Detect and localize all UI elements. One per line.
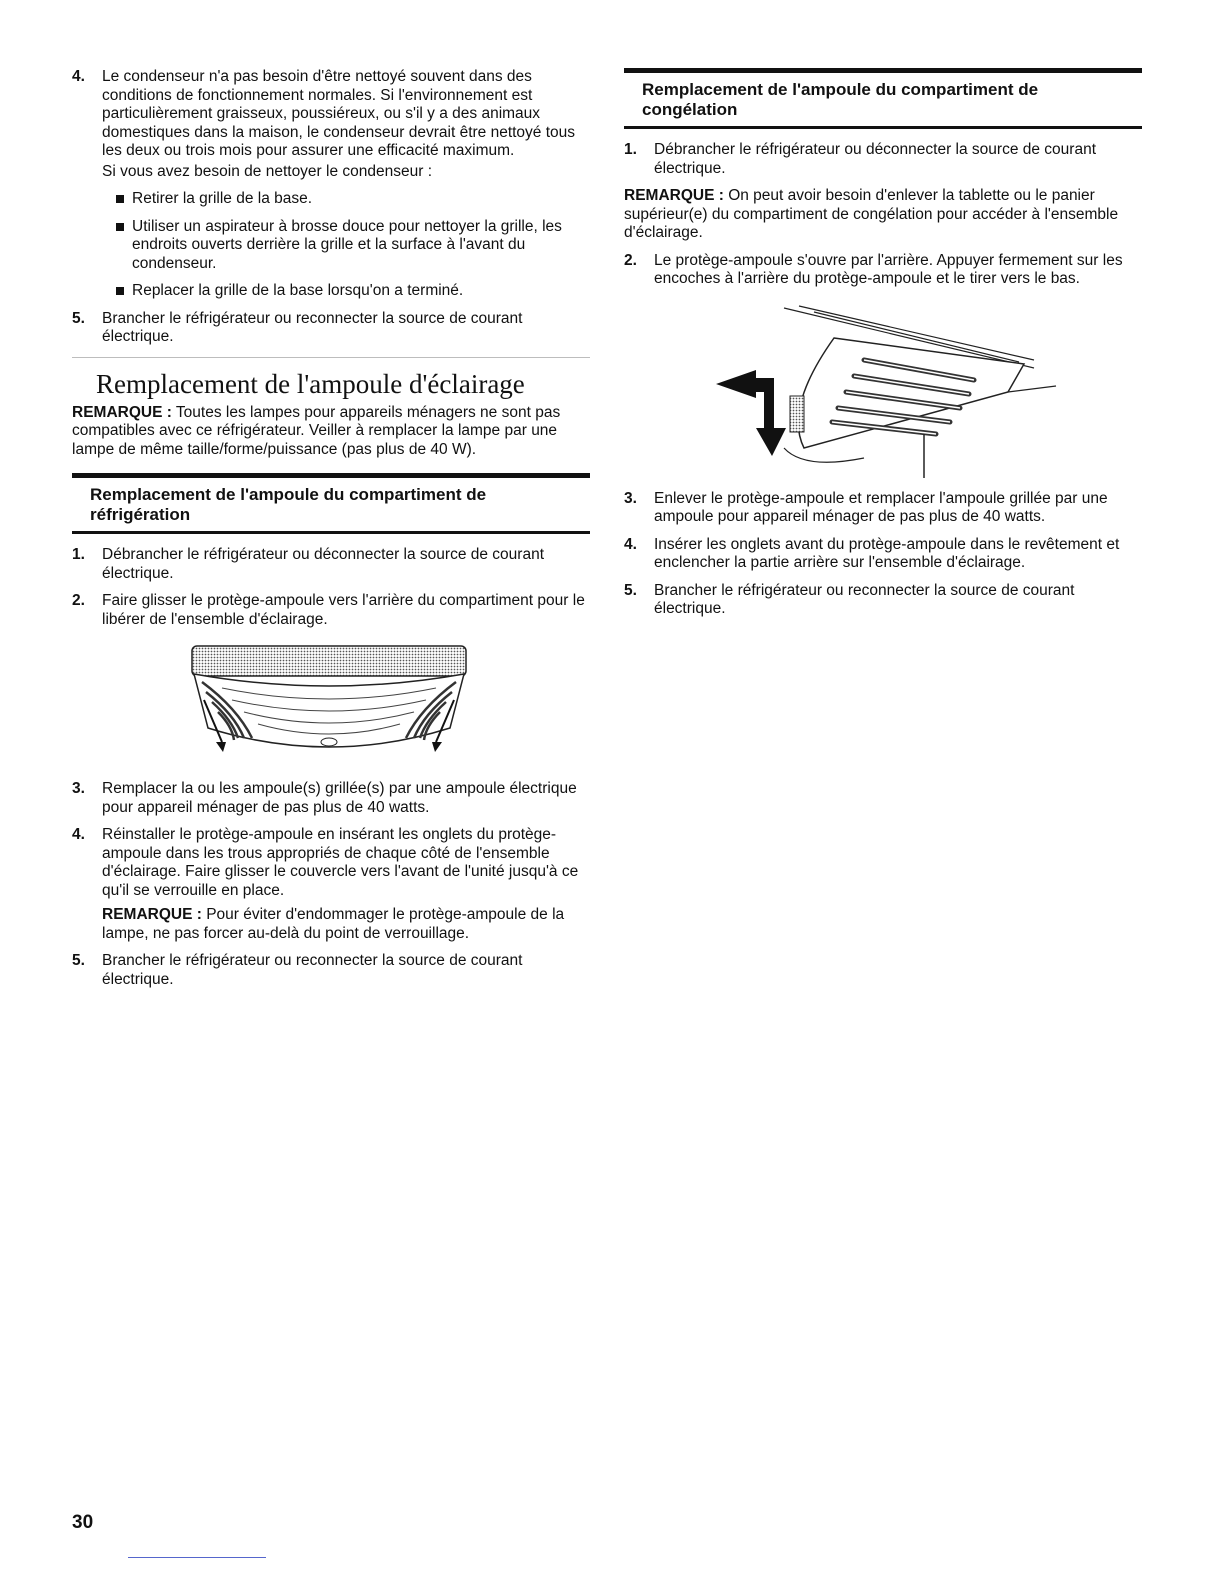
freezer-step-2 [624, 252, 1142, 289]
step-number: 4. [72, 826, 85, 843]
refrig-step-5 [72, 952, 590, 989]
bullet-text: Retirer la grille de la base. [132, 190, 313, 207]
bullet-square-icon [102, 218, 132, 274]
note-label: REMARQUE : [102, 906, 202, 923]
refrig-step-2 [72, 592, 590, 629]
step-number: 4. [624, 535, 637, 553]
note-text: Pour éviter d'endommager le protège-ampoule de la lampe, ne pas forcer au-delà du point de verrouillage. [102, 906, 565, 942]
freezer-light-cover-illustration [624, 298, 1142, 478]
left-column [72, 68, 590, 998]
list-item [102, 218, 590, 274]
page-number: 30 [72, 1512, 94, 1533]
list-item [102, 282, 590, 301]
refrig-step-1 [72, 546, 590, 583]
step-number: 1. [624, 141, 637, 158]
step-text: Faire glisser le protège-ampoule vers l'arrière du compartiment pour le libérer de l'ensemble d'éclairage. [102, 592, 585, 628]
refrigerator-heading: Remplacement de l'ampoule du compartiment de réfrigération [72, 473, 590, 534]
condenser-step-5 [72, 310, 590, 347]
step-text: Brancher le réfrigérateur ou reconnecter la source de courant électrique. [654, 581, 1075, 617]
step-subtext: Si vous avez besoin de nettoyer le condenseur : [102, 162, 433, 180]
step-text: Insérer les onglets avant du protège-ampoule dans le revêtement et enclencher la partie arrière sur l'ensemble d'éclairage. [654, 535, 1120, 571]
step-text: Le protège-ampoule s'ouvre par l'arrière. Appuyer fermement sur les encoches à l'arrière du protège-ampoule et le tirer vers le bas. [654, 251, 1123, 287]
step-number: 5. [72, 309, 85, 327]
section-title: Remplacement de l'ampoule d'éclairage [96, 368, 525, 399]
step-number: 4. [72, 68, 85, 85]
refrigerator-light-cover-illustration [72, 638, 590, 768]
step-text: Brancher le réfrigérateur ou reconnecter la source de courant électrique. [102, 952, 523, 988]
step-text: Brancher le réfrigérateur ou reconnecter la source de courant électrique. [102, 309, 523, 345]
freezer-step-3 [624, 490, 1142, 527]
list-item [102, 190, 590, 209]
step-text: Le condenseur n'a pas besoin d'être nettoyé souvent dans des conditions de fonctionnement normales. Si l'environnement est particulièrement graisseux, poussiéreux, ou s'il y a des animaux domestiques dans la maison, le condenseur devrait être nettoyé tous les deux ou trois mois pour assurer une efficacité maximum. [102, 68, 576, 159]
freezer-step-5 [624, 582, 1142, 619]
section-divider [72, 357, 590, 358]
step-number: 1. [72, 546, 85, 563]
step-text: Remplacer la ou les ampoule(s) grillée(s) par une ampoule électrique pour appareil ménager de pas plus de 40 watts. [102, 780, 577, 816]
step-text: Débrancher le réfrigérateur ou déconnecter la source de courant électrique. [102, 546, 545, 582]
freezer-heading: Remplacement de l'ampoule du compartiment de congélation [624, 68, 1142, 129]
freezer-step-4 [624, 536, 1142, 573]
step-number: 5. [624, 581, 637, 599]
bullet-square-icon [102, 282, 132, 301]
condenser-step-4 [72, 68, 590, 301]
step-text: Débrancher le réfrigérateur ou déconnecter la source de courant électrique. [654, 141, 1097, 177]
refrig-step-4 [72, 826, 590, 943]
freezer-note [624, 187, 1142, 243]
footer-line [128, 1557, 266, 1558]
step-number: 5. [72, 952, 85, 969]
step-number: 3. [72, 780, 85, 797]
bullet-text: Replacer la grille de la base lorsqu'on a terminé. [132, 282, 464, 299]
bullet-text: Utiliser un aspirateur à brosse douce pour nettoyer la grille, les endroits ouverts derrière la grille et la surface à l'avant du condenseur. [132, 217, 562, 272]
step-number: 2. [624, 251, 637, 269]
note-label: REMARQUE : [72, 403, 172, 421]
right-column [624, 68, 1142, 628]
note-label: REMARQUE : [624, 187, 724, 204]
refrig-step-3 [72, 780, 590, 817]
step-number: 3. [624, 489, 637, 507]
step-note [102, 906, 590, 943]
note-text: Toutes les lampes pour appareils ménagers ne sont pas compatibles avec ce réfrigérateur. Veiller à remplacer la lampe par une lampe de même taille/forme/puissance (pas plus de 40 W). [72, 403, 561, 458]
section-note [72, 404, 590, 460]
step-number: 2. [72, 592, 85, 609]
step-text: Enlever le protège-ampoule et remplacer l'ampoule grillée par une ampoule pour appareil ménager de pas plus de 40 watts. [654, 489, 1108, 525]
bullet-square-icon [102, 190, 132, 209]
freezer-step-1 [624, 141, 1142, 178]
step-text: Réinstaller le protège-ampoule en insérant les onglets du protège-ampoule dans les trous appropriés de chaque côté de l'ensemble d'éclairage. Faire glisser le couvercle vers l'avant de l'unité jusqu'à ce qu'il se verrouille en place. [102, 826, 579, 899]
note-text: On peut avoir besoin d'enlever la tablette ou le panier supérieur(e) du compartiment de congélation pour accéder à l'ensemble d'éclairage. [624, 187, 1119, 241]
